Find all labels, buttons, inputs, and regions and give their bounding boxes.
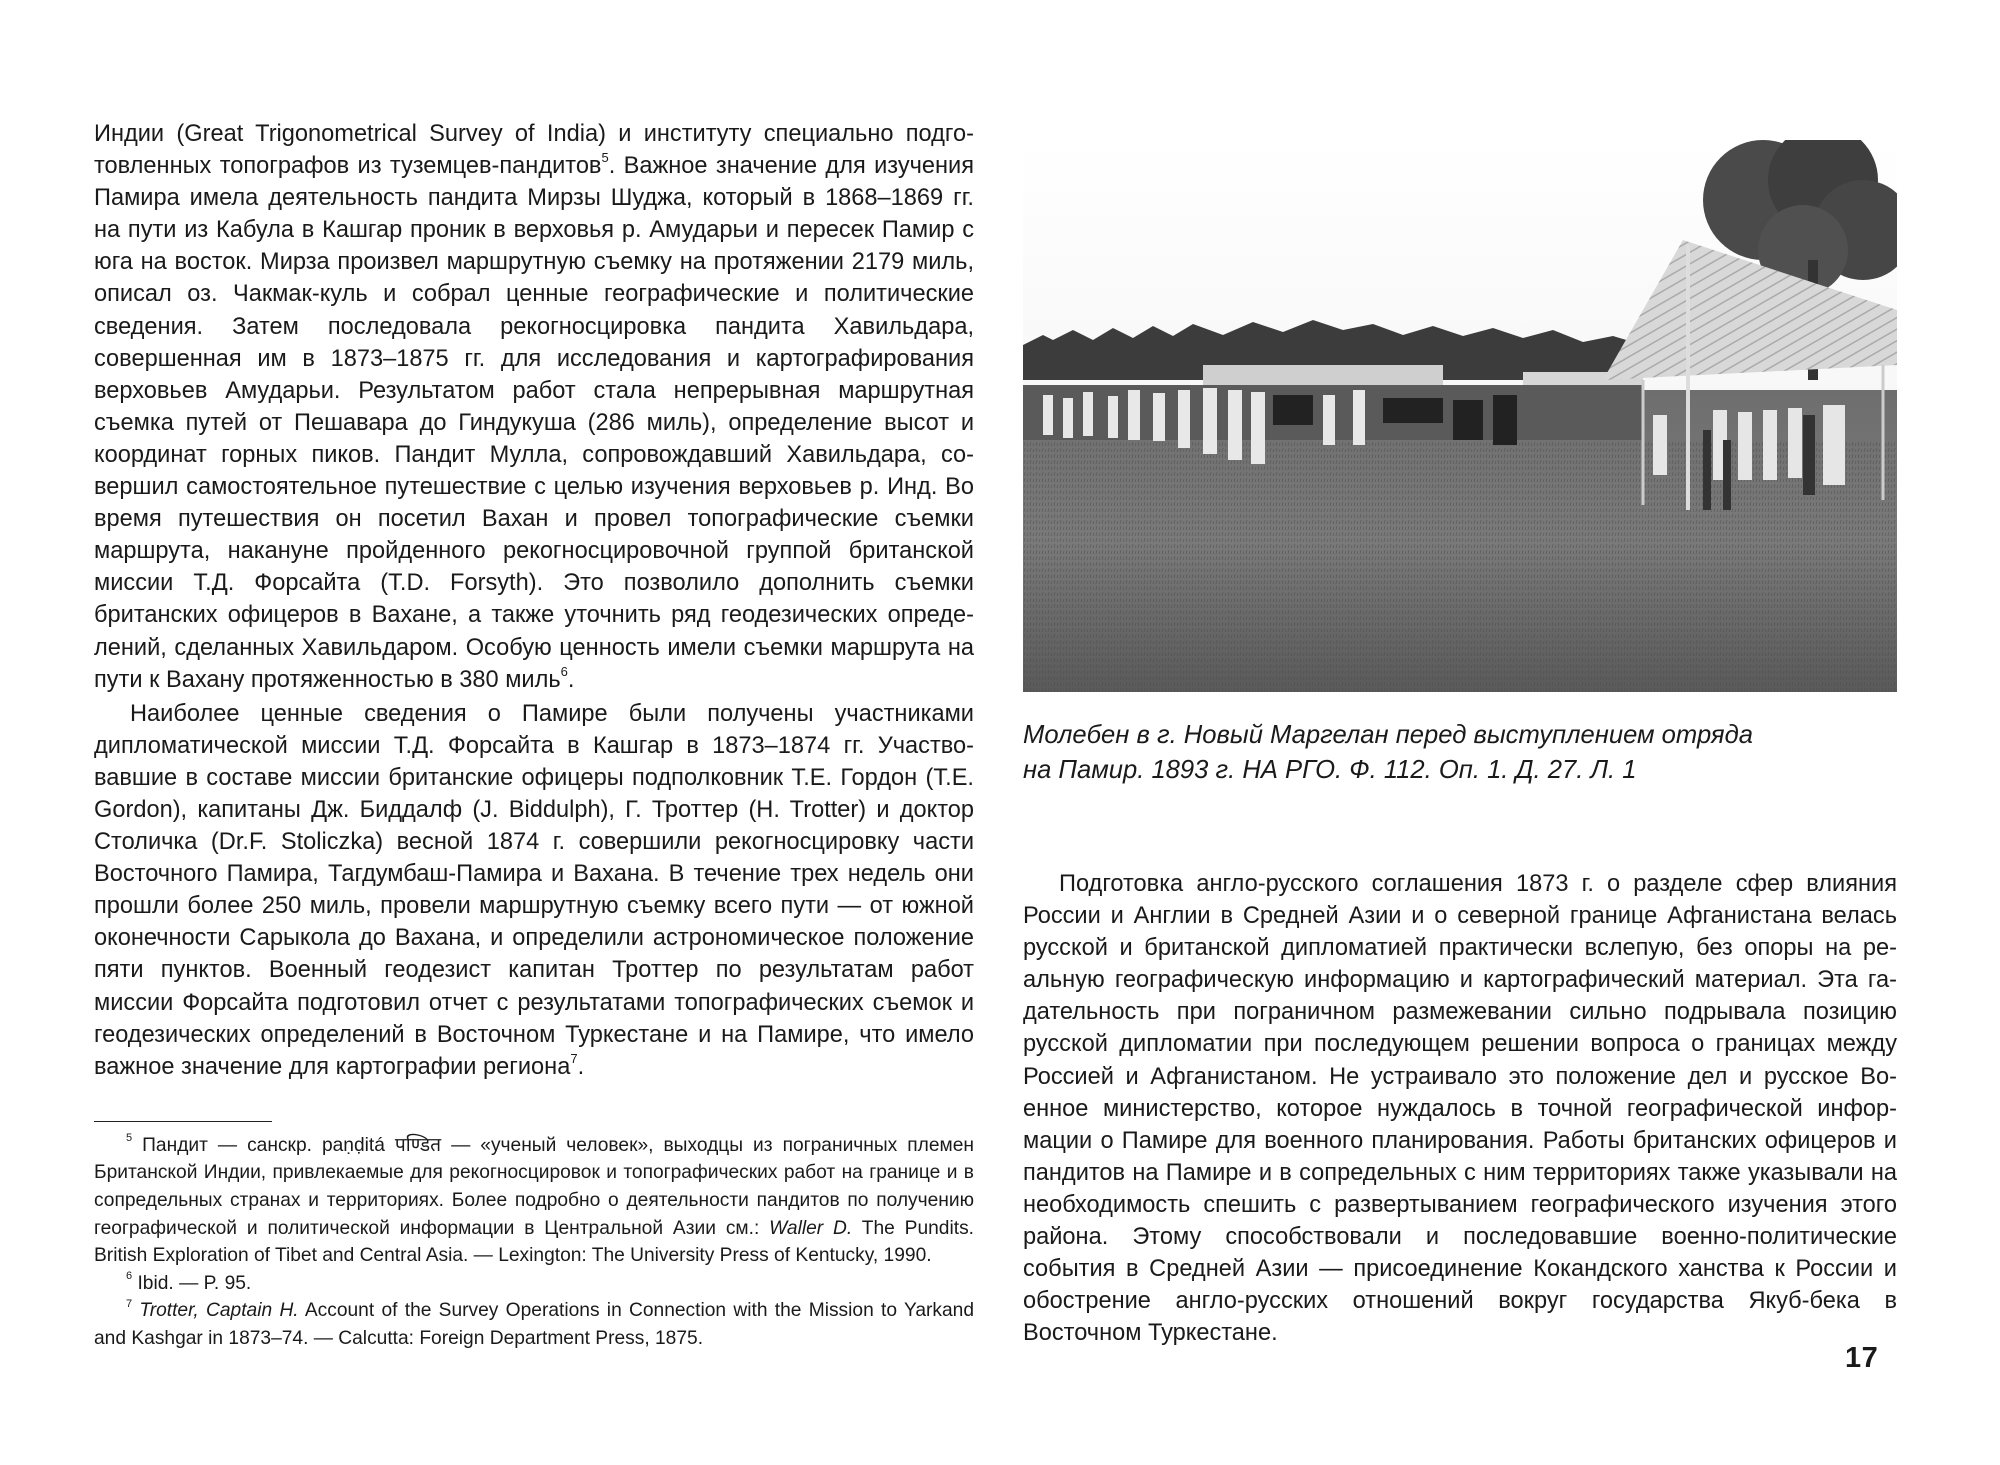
paragraph-2 [94,698,974,1083]
footnote-ref-7[interactable]: 7 [570,1050,578,1066]
footnote-mark: 5 [126,1132,133,1145]
caption-line-1: Молебен в г. Новый Маргелан перед выступлением отряда [1023,721,1753,749]
paragraph-1-text: Индии (Great Trigonometrical Survey of India) и институту специально подготовленных топографов из туземцев-пандитов [94,121,974,180]
footnote-ref-6[interactable]: 6 [560,663,568,679]
photo-illustration [1023,140,1897,692]
paragraph-1 [94,118,974,696]
paragraph-1-tail: . Важное значение для изучения Памира имела деятельность пандита Мирзы Шуджа, который в 1868–1869 гг. на пути из Кабула в Кашгар проник в верховья р. Амударьи и пересек Памир с юга на восток. Мирза произвел маршрутную съемку на протяжении 2179 миль, описал оз. Чакмак-куль и собрал ценные географические и политические сведения. Затем последовала рекогносцировка пандита Хавильдара, совершенная им в 1873–1875 гг. для исследования и картографирования верховьев Амударьи. Результатом работ стала непрерывная маршрутная съемка путей от Пешавара до Гиндукуша (286 миль), определение высот и координат горных пиков. Пандит Мулла, сопровождавший Хавильдара, совершил самостоятельное путешествие с целью изучения верховьев р. Инд. Во время путешествия он посетил Вахан и провел топографические съемки маршрута, накануне пройденного рекогносцировочной группой британской миссии Т.Д. Форсайта (T.D. Forsyth). Это позволило дополнить съемки британских офицеров в Вахане, а также уточнить ряд геодезических определений, сделанных Хавильдаром. Особую ценность имели съемки маршрута на пути к Вахану протяженностью в 380 миль [94,153,975,693]
right-column [1023,868,1897,1349]
footnote-7-author: Trotter, Captain H. [139,1300,299,1322]
paragraph-2-end: . [577,1053,585,1080]
footnote-mark: 7 [126,1297,133,1310]
paragraph-1-end: . [567,666,575,693]
footnote-6 [94,1270,974,1298]
footnote-mark: 6 [126,1270,133,1283]
footnote-5-text: Пандит — санскр. paṇḍitá पण्डित — «ученый человек», выходцы из пограничных племен Британской Индии, привлекаемые для рекогносцировок и топографических работ на границе и в сопредельных странах и территориях. Более подробно о деятельности пандитов по получению географической и политической информации в Центральной Азии см.: [94,1134,974,1239]
paragraph-3: Подготовка англо-русского соглашения 1873 г. о разделе сфер влияния России и Англии в Средней Азии и о северной границе Афганистана велась русской и британской дипломатией практически вслепую, без опоры на реальную географическую информацию и картографический материал. Эта гадательность при пограничном размежевании сильно подрывала позицию русской дипломатии при последующем решении вопроса о границах между Россией и Афганистаном. Не устраивало это положение дел и русское Военное министерство, которое нуждалось в точной географической информации о Памире для военного планирования. Работы британских офицеров и пандитов на Памире и в сопредельных с ним территориях также указывали на необходимость спешить с развертыванием географического изучения этого района. Этому способствовали и последовавшие военно-политические события в Средней Азии — присоединение Кокандского ханства к России и обострение англо-русских отношений вокруг государства Якуб-бека в Восточном Туркестане. [1023,871,1897,1347]
footnote-5 [94,1132,974,1270]
caption-line-2: на Памир. 1893 г. НА РГО. Ф. 112. Оп. 1. Д. 27. Л. 1 [1023,756,1637,784]
footnote-7-rest: Account of the Survey Operations in Connection with the Mission to Yarkand and Kashgar in 1873–74. — Calcutta: Foreign Department Press, 1875. [94,1300,974,1349]
historical-photo [1023,140,1897,692]
paragraph-2-text: Наиболее ценные сведения о Памире были получены участниками дипломатической миссии Т.Д. Форсайта в Кашгар в 1873–1874 гг. Участвовавшие в составе миссии британские офицеры подполковник Т.Е. Гордон (T.E. Gordon), капитаны Дж. Биддалф (J. Biddulph), Г. Троттер (H. Trotter) и доктор Столичка (Dr.F. Stoliczka) весной 1874 г. совершили рекогносцировку части Восточного Памира, Тагдумбаш-Памира и Вахана. В течение трех недель они прошли более 250 миль, провели маршрутную съемку всего пути — от южной оконечности Сарыкола до Вахана, и определили астрономическое положение пяти пунктов. Военный геодезист капитан Троттер по результатам работ миссии Форсайта подготовил отчет с результатами топографических съемок и геодезических определений в Восточном Туркестане и на Памире, что имело важное значение для картографии региона [94,700,974,1080]
left-column [94,118,974,1353]
footnote-5-author: Waller D. [769,1217,853,1239]
footnote-ref-5[interactable]: 5 [601,150,609,166]
figure-caption [1023,718,1897,788]
footnote-divider [94,1121,272,1122]
footnote-6-text: Ibid. — P. 95. [137,1272,252,1294]
footnote-7 [94,1297,974,1352]
footnote-5-rest: The Pundits. British Exploration of Tibet and Central Asia. — Lexington: The University Press of Kentucky, 1990. [94,1217,974,1267]
page-number: 17 [1845,1342,1879,1374]
